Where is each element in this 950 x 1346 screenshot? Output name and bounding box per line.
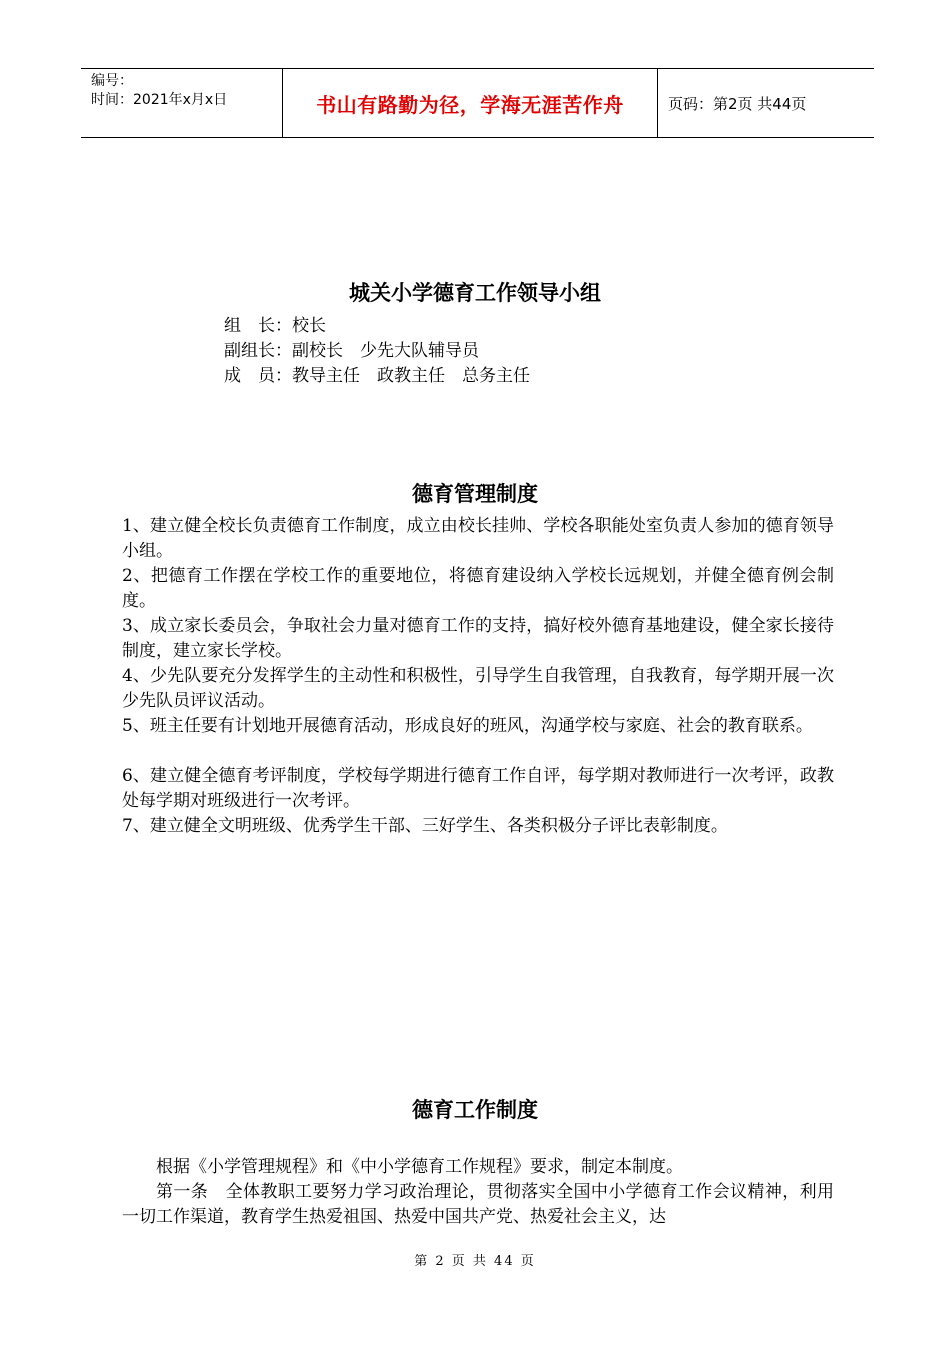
work-intro: 根据《小学管理规程》和《中小学德育工作规程》要求，制定本制度。 bbox=[156, 1157, 683, 1177]
management-item-2: 2、把德育工作摆在学校工作的重要地位，将德育建设纳入学校长远规划，并健全德育例会制度。 bbox=[122, 566, 834, 611]
section-title-management: 德育管理制度 bbox=[412, 482, 538, 506]
page-header bbox=[81, 68, 874, 138]
management-item-5: 5、班主任要有计划地开展德育活动，形成良好的班风，沟通学校与家庭、社会的教育联系。 bbox=[122, 716, 813, 736]
management-item-4: 4、少先队要充分发挥学生的主动性和积极性，引导学生自我管理，自我教育，每学期开展一次少先队员评议活动。 bbox=[122, 666, 834, 711]
work-body bbox=[122, 1155, 834, 1230]
management-item-3: 3、成立家长委员会，争取社会力量对德育工作的支持，搞好校外德育基地建设，健全家长接待制度，建立家长学校。 bbox=[122, 616, 834, 661]
member-row-members: 成 员：教导主任 政教主任 总务主任 bbox=[224, 366, 530, 386]
leadership-members bbox=[224, 314, 530, 389]
header-motto-cell bbox=[282, 69, 658, 137]
work-article-1: 第一条 全体教职工要努力学习政治理论，贯彻落实全国中小学德育工作会议精神，利用一切工作渠道，教育学生热爱祖国、热爱中国共产党、热爱社会主义，达 bbox=[122, 1182, 834, 1227]
member-row-deputy: 副组长：副校长 少先大队辅导员 bbox=[224, 341, 479, 361]
number-label: 编号： bbox=[91, 73, 133, 89]
member-row-leader: 组 长：校长 bbox=[224, 316, 326, 336]
section-title-leadership: 城关小学德育工作领导小组 bbox=[349, 281, 601, 305]
management-item-7: 7、建立健全文明班级、优秀学生干部、三好学生、各类积极分子评比表彰制度。 bbox=[122, 816, 728, 836]
page-footer: 第 2 页 共 44 页 bbox=[414, 1254, 536, 1269]
page-label: 页码：第2页 共44页 bbox=[668, 94, 807, 113]
section-title-work: 德育工作制度 bbox=[412, 1098, 538, 1122]
header-meta bbox=[81, 69, 282, 137]
time-label: 时间：2021年x月x日 bbox=[91, 92, 228, 108]
management-item-6: 6、建立健全德育考评制度，学校每学期进行德育工作自评，每学期对教师进行一次考评，政教处每学期对班级进行一次考评。 bbox=[122, 766, 834, 811]
motto-text: 书山有路勤为径，学海无涯苦作舟 bbox=[316, 92, 624, 117]
header-page-cell bbox=[656, 69, 874, 137]
management-item-1: 1、建立健全校长负责德育工作制度，成立由校长挂帅、学校各职能处室负责人参加的德育领导小组。 bbox=[122, 516, 834, 561]
